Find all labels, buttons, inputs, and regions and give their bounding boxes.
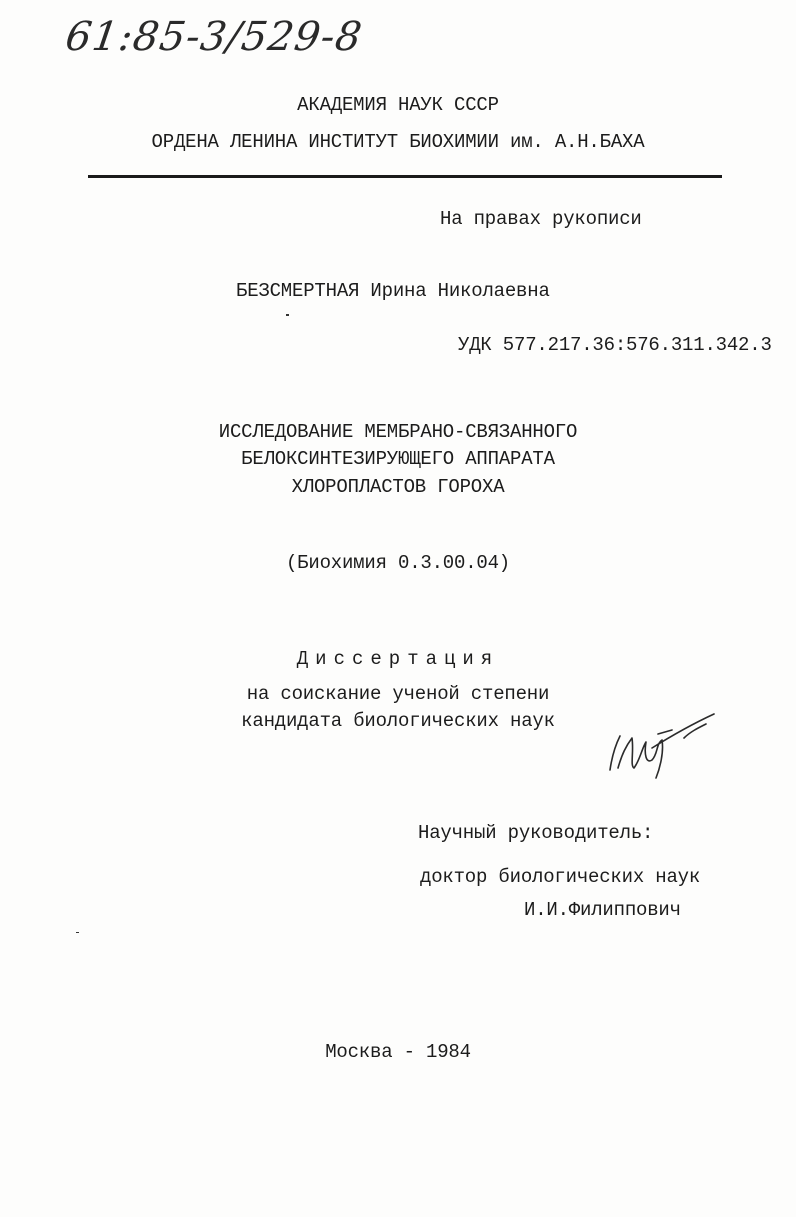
author-name: БЕЗСМЕРТНАЯ Ирина Николаевна bbox=[236, 280, 550, 302]
header-divider bbox=[88, 175, 722, 178]
dissertation-heading: Диссертация bbox=[296, 648, 500, 670]
degree-line-1: на соискание ученой степени bbox=[246, 683, 550, 705]
paper-speck bbox=[286, 314, 289, 316]
advisor-label: Научный руководитель: bbox=[418, 822, 654, 844]
place-and-year: Москва - 1984 bbox=[325, 1041, 471, 1063]
signature-mark bbox=[598, 708, 718, 780]
specialty-code: (Биохимия 0.3.00.04) bbox=[285, 552, 511, 574]
title-line-3: ХЛОРОПЛАСТОВ ГОРОХА bbox=[291, 476, 505, 498]
title-line-1: ИССЛЕДОВАНИЕ МЕМБРАНО-СВЯЗАННОГО bbox=[218, 421, 578, 443]
academy-name: АКАДЕМИЯ НАУК СССР bbox=[297, 94, 499, 116]
advisor-name: И.И.Филиппович bbox=[524, 899, 681, 921]
degree-line-2: кандидата биологических наук bbox=[241, 710, 555, 732]
manuscript-rights: На правах рукописи bbox=[440, 208, 642, 230]
title-line-2: БЕЛОКСИНТЕЗИРУЮЩЕГО АППАРАТА bbox=[241, 448, 555, 470]
advisor-degree: доктор биологических наук bbox=[420, 866, 701, 888]
udc-code: УДК 577.217.36:576.311.342.3 bbox=[458, 334, 772, 356]
archive-number: 61:85-3/529-8 bbox=[62, 14, 366, 60]
institute-name: ОРДЕНА ЛЕНИНА ИНСТИТУТ БИОХИМИИ им. А.Н.БАХА bbox=[151, 131, 645, 153]
paper-speck bbox=[76, 932, 79, 933]
